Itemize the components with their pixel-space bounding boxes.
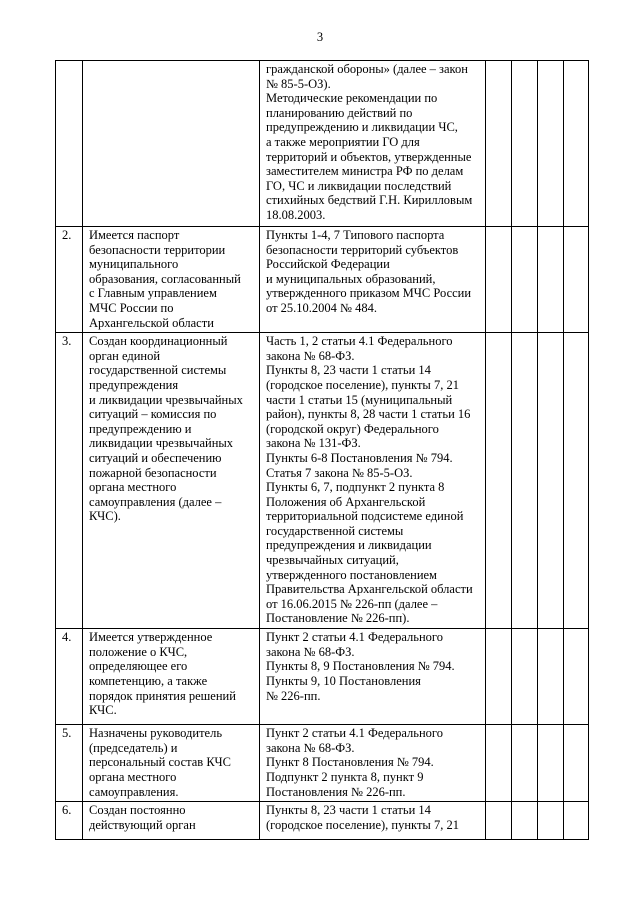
legal-reference-cell	[260, 333, 486, 629]
empty-mark-cell	[486, 802, 512, 840]
reference-line: закона № 131-ФЗ.	[266, 436, 361, 451]
reference-line: части 1 статьи 15 (муниципальный	[266, 392, 453, 407]
reference-line: стихийных бедствий Г.Н. Кирилловым	[266, 193, 473, 208]
empty-mark-cell	[538, 802, 564, 840]
requirement-line: компетенцию, а также	[89, 673, 208, 688]
requirement-line: определяющее его	[89, 659, 188, 674]
reference-line: предупреждения и ликвидации	[266, 538, 432, 553]
empty-mark-cell	[538, 333, 564, 629]
row-number: 2.	[56, 227, 83, 333]
reference-line: (городское поселение), пункты 7, 21	[266, 377, 459, 392]
requirement-line: безопасности территории	[89, 242, 226, 257]
requirement-line: пожарной безопасности	[89, 465, 217, 480]
requirement-line: ситуаций – комиссия по	[89, 407, 217, 422]
reference-line: и муниципальных образований,	[266, 271, 436, 286]
reference-line: а также мероприятии ГО для	[266, 134, 420, 149]
requirement-line: Создан постоянно	[89, 803, 186, 818]
reference-line: Методические рекомендации по	[266, 91, 438, 106]
empty-mark-cell	[512, 333, 538, 629]
legal-reference-cell	[260, 61, 486, 227]
requirement-line: самоуправления (далее –	[89, 494, 222, 509]
table-row	[56, 227, 589, 333]
empty-mark-cell	[486, 61, 512, 227]
empty-mark-cell	[512, 61, 538, 227]
empty-mark-cell	[512, 629, 538, 725]
requirement-cell	[83, 227, 260, 333]
reference-line: Российской Федерации	[266, 257, 390, 272]
empty-mark-cell	[486, 629, 512, 725]
requirement-line: и ликвидации чрезвычайных	[89, 392, 243, 407]
empty-mark-cell	[564, 227, 589, 333]
requirement-cell	[83, 61, 260, 227]
reference-line: Постановление № 226-пп).	[266, 611, 410, 626]
reference-line: 18.08.2003.	[266, 207, 326, 222]
page-number: 3	[316, 30, 324, 44]
requirement-line: орган единой	[89, 348, 161, 363]
table-row	[56, 629, 589, 725]
requirement-cell	[83, 333, 260, 629]
legal-reference-cell	[260, 725, 486, 802]
empty-mark-cell	[538, 725, 564, 802]
reference-line: № 85-5-ОЗ).	[266, 76, 331, 91]
reference-line: Пункт 8 Постановления № 794.	[266, 755, 434, 770]
reference-line: утвержденного постановлением	[266, 567, 437, 582]
reference-line: Пункты 6, 7, подпункт 2 пункта 8	[266, 480, 445, 495]
legal-reference-cell	[260, 629, 486, 725]
reference-line: Подпункт 2 пункта 8, пункт 9	[266, 769, 424, 784]
requirement-line: ликвидации чрезвычайных	[89, 436, 234, 451]
empty-mark-cell	[512, 725, 538, 802]
empty-mark-cell	[564, 333, 589, 629]
requirement-cell	[83, 802, 260, 840]
table-row	[56, 802, 589, 840]
empty-mark-cell	[538, 61, 564, 227]
reference-line: государственной системы	[266, 523, 404, 538]
requirement-line: (председатель) и	[89, 740, 178, 755]
requirement-line: органа местного	[89, 769, 177, 784]
reference-line: гражданской обороны» (далее – закон	[266, 62, 468, 76]
reference-line: № 226-пп.	[266, 688, 321, 703]
reference-line: Постановления № 226-пп.	[266, 784, 406, 799]
requirement-cell	[83, 725, 260, 802]
row-number: 3.	[56, 333, 83, 629]
row-number: 5.	[56, 725, 83, 802]
requirement-line: КЧС).	[89, 509, 121, 524]
checklist-table	[55, 60, 589, 840]
empty-mark-cell	[538, 227, 564, 333]
reference-line: Положения об Архангельской	[266, 494, 426, 509]
requirement-line: МЧС России по	[89, 300, 174, 315]
reference-line: Пункты 8, 9 Постановления № 794.	[266, 659, 455, 674]
reference-line: Пункты 6-8 Постановления № 794.	[266, 450, 453, 465]
reference-line: от 16.06.2015 № 226-пп (далее –	[266, 596, 438, 611]
empty-mark-cell	[564, 725, 589, 802]
requirement-line: предупреждению и	[89, 421, 192, 436]
reference-line: от 25.10.2004 № 484.	[266, 300, 377, 315]
reference-line: безопасности территорий субъектов	[266, 242, 459, 257]
requirement-line: Архангельской области	[89, 315, 214, 330]
reference-line: Правительства Архангельской области	[266, 582, 473, 597]
reference-line: Статья 7 закона № 85-5-ОЗ.	[266, 465, 413, 480]
table-row	[56, 61, 589, 227]
table-row	[56, 725, 589, 802]
empty-mark-cell	[564, 61, 589, 227]
empty-mark-cell	[564, 629, 589, 725]
requirement-line: Имеется утвержденное	[89, 630, 213, 645]
row-number	[56, 61, 83, 227]
reference-line: Пункты 1-4, 7 Типового паспорта	[266, 228, 445, 242]
requirement-line: самоуправления.	[89, 784, 179, 799]
empty-mark-cell	[512, 802, 538, 840]
reference-line: ГО, ЧС и ликвидации последствий	[266, 178, 452, 193]
reference-line: (городской округ) Федерального	[266, 421, 439, 436]
reference-line: территорий и объектов, утвержденные	[266, 149, 472, 164]
requirement-line: с Главным управлением	[89, 286, 217, 301]
reference-line: предупреждению и ликвидации ЧС,	[266, 120, 458, 135]
empty-mark-cell	[486, 333, 512, 629]
reference-line: чрезвычайных ситуаций,	[266, 553, 399, 568]
requirement-line: предупреждения	[89, 377, 179, 392]
empty-mark-cell	[564, 802, 589, 840]
requirement-line: КЧС.	[89, 703, 117, 718]
reference-line: Пункты 8, 23 части 1 статьи 14	[266, 363, 431, 378]
row-number: 4.	[56, 629, 83, 725]
requirement-line: ситуаций и обеспечению	[89, 450, 222, 465]
empty-mark-cell	[512, 227, 538, 333]
reference-line: Пункты 9, 10 Постановления	[266, 673, 421, 688]
reference-line: закона № 68-ФЗ.	[266, 740, 355, 755]
requirement-line: порядок принятия решений	[89, 688, 236, 703]
reference-line: (городское поселение), пункты 7, 21	[266, 817, 459, 832]
requirement-cell	[83, 629, 260, 725]
requirement-line: Создан координационный	[89, 334, 228, 349]
requirement-line: органа местного	[89, 480, 177, 495]
requirement-line: муниципального	[89, 257, 179, 272]
reference-line: закона № 68-ФЗ.	[266, 644, 355, 659]
reference-line: Пункт 2 статьи 4.1 Федерального	[266, 726, 443, 741]
reference-line: Пункты 8, 23 части 1 статьи 14	[266, 803, 431, 818]
table-row	[56, 333, 589, 629]
reference-line: Пункт 2 статьи 4.1 Федерального	[266, 630, 443, 645]
reference-line: закона № 68-ФЗ.	[266, 348, 355, 363]
reference-line: заместителем министра РФ по делам	[266, 164, 464, 179]
requirement-line: образования, согласованный	[89, 271, 241, 286]
requirement-line: персональный состав КЧС	[89, 755, 231, 770]
reference-line: территориальной подсистеме единой	[266, 509, 464, 524]
requirement-line: действующий орган	[89, 817, 196, 832]
requirement-line: положение о КЧС,	[89, 644, 188, 659]
empty-mark-cell	[538, 629, 564, 725]
reference-line: район), пункты 8, 28 части 1 статьи 16	[266, 407, 471, 422]
legal-reference-cell	[260, 802, 486, 840]
reference-line: утвержденного приказом МЧС России	[266, 286, 472, 301]
empty-mark-cell	[486, 725, 512, 802]
requirement-line: Имеется паспорт	[89, 228, 180, 242]
reference-line: планированию действий по	[266, 105, 413, 120]
legal-reference-cell	[260, 227, 486, 333]
empty-mark-cell	[486, 227, 512, 333]
row-number: 6.	[56, 802, 83, 840]
reference-line: Часть 1, 2 статьи 4.1 Федерального	[266, 334, 453, 349]
requirement-line: Назначены руководитель	[89, 726, 223, 741]
requirement-line: государственной системы	[89, 363, 227, 378]
